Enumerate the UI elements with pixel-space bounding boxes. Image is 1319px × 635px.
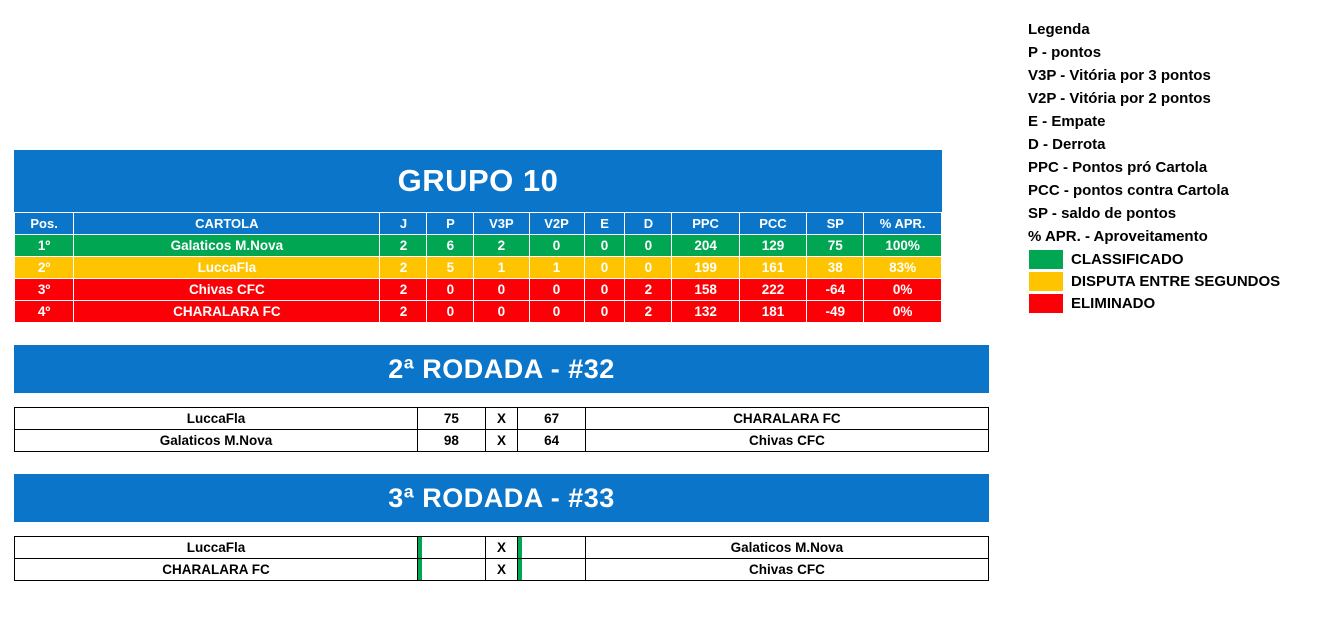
legend-status-classificado [1028,248,1308,270]
cell-pcc: 222 [739,279,806,301]
cell-e: 0 [584,235,625,257]
cell-d: 2 [625,301,672,323]
color-swatch-red [1028,293,1064,314]
match-separator: X [485,537,518,559]
column-header-pcc: PCC [739,213,806,235]
table-row [15,537,989,559]
legend-status-label: DISPUTA ENTRE SEGUNDOS [1071,272,1281,290]
match-away-score: 64 [518,430,586,452]
color-swatch-green [1028,249,1064,270]
cell-pcc: 181 [739,301,806,323]
cell-v2p: 0 [529,301,584,323]
column-header-apr: % APR. [864,213,942,235]
cell-pcc: 129 [739,235,806,257]
cell-v3p: 0 [474,279,529,301]
legend-item-e: E - Empate [1028,113,1106,130]
legend-item-ppc: PPC - Pontos pró Cartola [1028,159,1208,176]
table-row [15,408,989,430]
cell-v3p: 0 [474,301,529,323]
table-row [15,559,989,581]
match-separator: X [485,559,518,581]
cell-p: 0 [427,301,474,323]
cell-cartola: Galaticos M.Nova [74,235,380,257]
standings-table [14,212,942,323]
cell-p: 0 [427,279,474,301]
round-title-2: 2ª RODADA - #32 [14,345,989,393]
cell-sp: -64 [807,279,864,301]
cell-pos: 4º [15,301,74,323]
table-row [15,257,942,279]
legend-item-d: D - Derrota [1028,136,1106,153]
round-title-3: 3ª RODADA - #33 [14,474,989,522]
match-separator: X [485,408,518,430]
cell-e: 0 [584,279,625,301]
column-header-j: J [380,213,427,235]
cell-j: 2 [380,301,427,323]
match-home-team: CHARALARA FC [15,559,418,581]
column-header-e: E [584,213,625,235]
cell-j: 2 [380,257,427,279]
table-row [15,235,942,257]
match-away-team: Galaticos M.Nova [585,537,988,559]
match-home-score: 98 [418,430,486,452]
column-header-pos: Pos. [15,213,74,235]
cell-d: 2 [625,279,672,301]
match-home-team: Galaticos M.Nova [15,430,418,452]
legend-status-disputa [1028,270,1308,292]
legend-item-apr: % APR. - Aproveitamento [1028,228,1208,245]
cell-pos: 2º [15,257,74,279]
group-title: GRUPO 10 [14,150,942,212]
match-separator: X [485,430,518,452]
legend-item-pcc: PCC - pontos contra Cartola [1028,182,1229,199]
column-header-v2p: V2P [529,213,584,235]
table-row [15,279,942,301]
column-header-ppc: PPC [672,213,739,235]
match-away-team: Chivas CFC [585,430,988,452]
column-header-d: D [625,213,672,235]
column-header-p: P [427,213,474,235]
cell-v3p: 1 [474,257,529,279]
legend-status-label: ELIMINADO [1071,294,1156,312]
color-swatch-yellow [1028,271,1064,292]
matches-table-round-2 [14,407,989,452]
match-home-score: 75 [418,408,486,430]
cell-cartola: LuccaFla [74,257,380,279]
match-home-team: LuccaFla [15,537,418,559]
cell-pos: 3º [15,279,74,301]
match-home-score [418,537,486,559]
matches-table-round-3 [14,536,989,581]
table-row [15,301,942,323]
cell-e: 0 [584,257,625,279]
cell-p: 6 [427,235,474,257]
legend-item-p: P - pontos [1028,44,1102,61]
match-away-score [518,537,586,559]
match-home-team: LuccaFla [15,408,418,430]
legend-item-v2p: V2P - Vitória por 2 pontos [1028,90,1211,107]
left-column [14,150,989,581]
cell-v2p: 0 [529,235,584,257]
cell-j: 2 [380,235,427,257]
cell-ppc: 204 [672,235,739,257]
cell-j: 2 [380,279,427,301]
cell-sp: -49 [807,301,864,323]
cell-apr: 0% [864,279,942,301]
match-away-score: 67 [518,408,586,430]
column-header-v3p: V3P [474,213,529,235]
legend-item-sp: SP - saldo de pontos [1028,205,1177,222]
standings-header-row [15,213,942,235]
legend-item-v3p: V3P - Vitória por 3 pontos [1028,67,1211,84]
cell-apr: 100% [864,235,942,257]
match-away-team: Chivas CFC [585,559,988,581]
cell-v2p: 0 [529,279,584,301]
match-away-score [518,559,586,581]
cell-ppc: 132 [672,301,739,323]
cell-pcc: 161 [739,257,806,279]
cell-d: 0 [625,235,672,257]
cell-apr: 83% [864,257,942,279]
legend-title: Legenda [1028,21,1090,38]
match-home-score [418,559,486,581]
cell-pos: 1º [15,235,74,257]
cell-sp: 38 [807,257,864,279]
cell-ppc: 158 [672,279,739,301]
table-row [15,430,989,452]
legend [1028,18,1308,314]
legend-status-eliminado [1028,292,1308,314]
cell-cartola: CHARALARA FC [74,301,380,323]
cell-d: 0 [625,257,672,279]
cell-sp: 75 [807,235,864,257]
legend-status-label: CLASSIFICADO [1071,250,1184,268]
cell-p: 5 [427,257,474,279]
cell-cartola: Chivas CFC [74,279,380,301]
cell-apr: 0% [864,301,942,323]
cell-e: 0 [584,301,625,323]
column-header-sp: SP [807,213,864,235]
cell-v3p: 2 [474,235,529,257]
match-away-team: CHARALARA FC [585,408,988,430]
column-header-cartola: CARTOLA [74,213,380,235]
cell-ppc: 199 [672,257,739,279]
cell-v2p: 1 [529,257,584,279]
